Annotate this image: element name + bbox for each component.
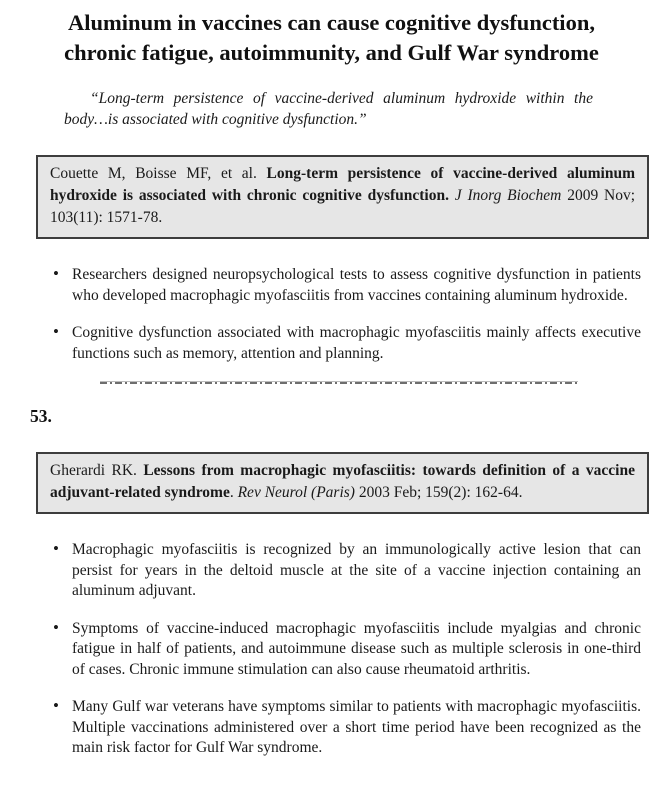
citation-journal: J Inorg Biochem <box>448 187 562 204</box>
citation-article-title: Long-term persistence of vaccine-derived aluminum hydroxide is associated with chronic cognitive dysfunction. <box>50 165 635 204</box>
bullet-list-section-2 <box>53 540 641 759</box>
section-number: 53. <box>30 406 52 426</box>
page-title <box>6 8 657 68</box>
citation-article-title: Lessons from macrophagic myofasciitis: towards definition of a vaccine adjuvant-related syndrome <box>50 462 635 501</box>
bullet-item: • Macrophagic myofasciitis is recognized by an immunologically active lesion that can persist for years in the deltoid muscle at the site of a vaccine injection containing an aluminum adjuvant. <box>53 540 641 602</box>
citation-journal: Rev Neurol (Paris) <box>237 484 355 501</box>
citation-issue-info: 2009 Nov; 103(11): 1571-78. <box>50 187 636 226</box>
citation-authors: Couette M, Boisse MF, et al. <box>50 165 267 182</box>
citation-box-couette <box>36 155 649 239</box>
section-divider <box>100 381 578 384</box>
page-title-line-2: chronic fatigue, autoimmunity, and Gulf War syndrome <box>64 40 599 65</box>
citation-separator: . <box>229 484 238 501</box>
document-page <box>0 8 663 801</box>
page-title-line-1: Aluminum in vaccines can cause cognitive dysfunction, <box>68 10 595 35</box>
bullet-list-section-1 <box>53 265 641 364</box>
bullet-item: • Many Gulf war veterans have symptoms similar to patients with macrophagic myofasciitis. Multiple vaccinations administered over a short time period have been recognized as the main risk factor for Gulf War syndrome. <box>53 697 641 759</box>
bullet-item: • Cognitive dysfunction associated with macrophagic myofasciitis mainly affects executive functions such as memory, attention and planning. <box>53 323 641 364</box>
bullet-item: • Researchers designed neuropsychological tests to assess cognitive dysfunction in patients who developed macrophagic myofasciitis from vaccines containing aluminum hydroxide. <box>53 265 641 306</box>
citation-issue-info: 2003 Feb; 159(2): 162-64. <box>354 484 523 501</box>
epigraph-quote: “Long-term persistence of vaccine-derived aluminum hydroxide within the body…is associated with cognitive dysfunction.” <box>64 90 593 128</box>
bullet-item: • Symptoms of vaccine-induced macrophagic myofasciitis include myalgias and chronic fatigue in half of patients, and autoimmune disease such as multiple sclerosis in one-third of cases. Chronic immune stimulation can also cause rheumatoid arthritis. <box>53 619 641 681</box>
citation-box-gherardi <box>36 452 649 514</box>
citation-authors: Gherardi RK. <box>50 462 144 479</box>
